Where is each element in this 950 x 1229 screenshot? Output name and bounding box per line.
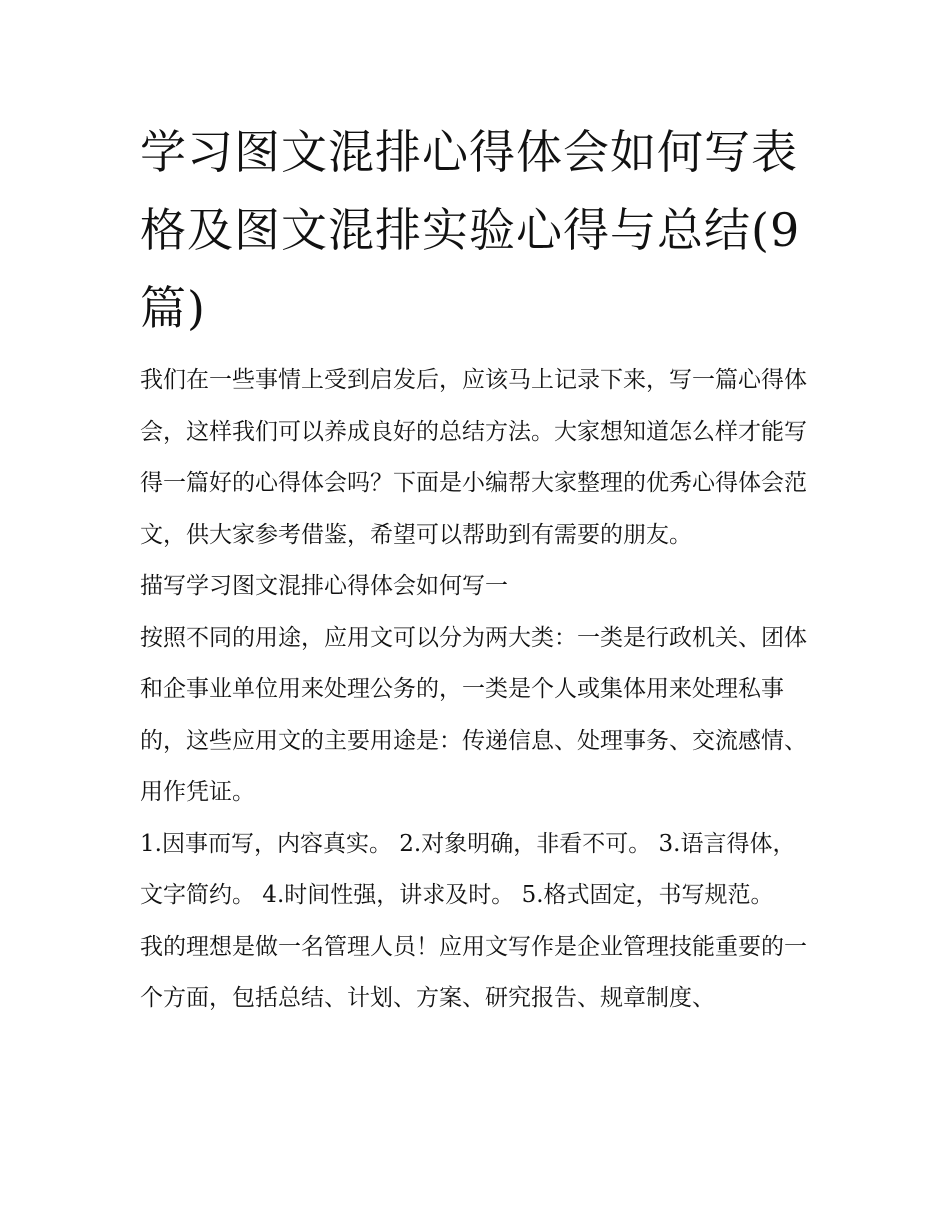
paragraph-ideal: 我的理想是做一名管理人员！应用文写作是企业管理技能重要的一个方面，包括总结、计划、方案、研究报告、规章制度、 — [140, 933, 807, 1011]
paragraph-categories: 按照不同的用途，应用文可以分为两大类：一类是行政机关、团体和企事业单位用来处理公务的，一类是个人或集体用来处理私事的，这些应用文的主要用途是：传递信息、处理事务、交流感情、用作凭证。 — [140, 624, 807, 805]
document-body — [140, 355, 815, 1025]
paragraph-intro: 我们在一些事情上受到启发后，应该马上记录下来，写一篇心得体会，这样我们可以养成良好的总结方法。大家想知道怎么样才能写得一篇好的心得体会吗？下面是小编帮大家整理的优秀心得体会范文，供大家参考借鉴，希望可以帮助到有需要的朋友。 — [140, 367, 807, 548]
section-heading: 描写学习图文混排心得体会如何写一 — [140, 573, 508, 599]
document-title: 学习图文混排心得体会如何写表格及图文混排实验心得与总结(9篇) — [140, 125, 801, 335]
paragraph-features: 1.因事而写，内容真实。 2.对象明确，非看不可。 3.语言得体，文字简约。 4.时间性强，讲求及时。 5.格式固定，书写规范。 — [140, 830, 796, 908]
